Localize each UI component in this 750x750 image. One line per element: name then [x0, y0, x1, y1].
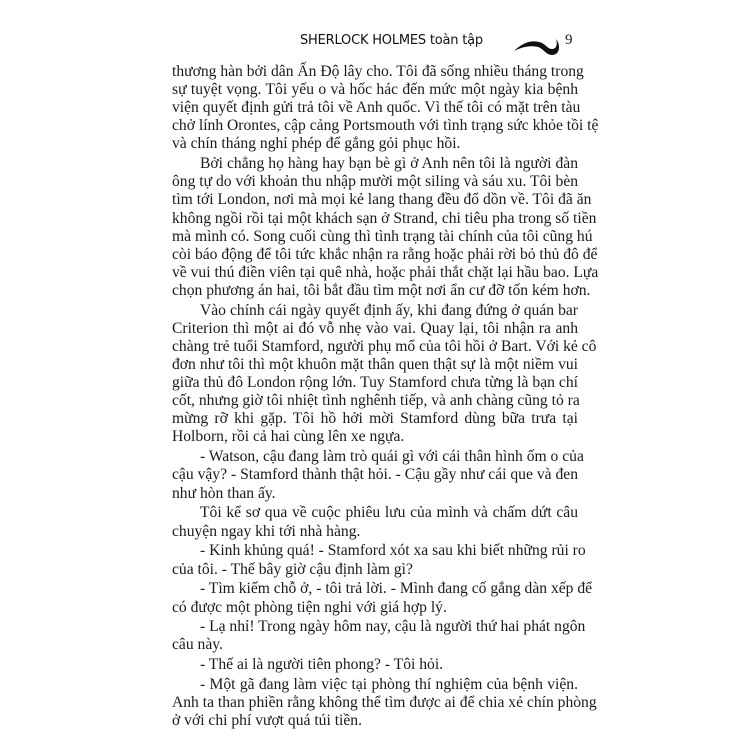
paragraph: [172, 656, 578, 674]
paragraph: [172, 618, 586, 654]
text-line: đơn như tôi thì một khuôn mặt thân quen thật sự là một niềm vui: [172, 356, 578, 374]
paragraph: [172, 580, 593, 616]
text-line: cốt, nhưng giờ tôi nhiệt tình nghênh tiếp, và anh chàng cũng tỏ ra: [172, 392, 580, 410]
text-line: tìm tới London, nơi mà mọi kẻ lang thang đều đổ dồn về. Tôi đã ăn: [172, 191, 592, 209]
text-line: - Lạ nhỉ! Trong ngày hôm nay, cậu là người thứ hai phát ngôn: [200, 618, 586, 636]
text-line: cậu vậy? - Stamford thành thật hỏi. - Cậu gầy như cái que và đen: [172, 466, 578, 484]
text-line: Holborn, rồi cả hai cùng lên xe ngựa.: [172, 428, 405, 446]
text-line: và chín tháng nghỉ phép để gắng gỏi phục hồi.: [172, 135, 461, 153]
text-line: - Thế ai là người tiên phong? - Tôi hỏi.: [200, 656, 444, 674]
text-line: còi báo động để tôi tức khắc nhận ra rằng hoặc phải rời bỏ thủ đô để: [172, 245, 598, 263]
text-line: thương hàn bởi dân Ấn Độ lây cho. Tôi đã sống nhiều tháng trong: [172, 63, 584, 80]
text-line: của tôi. - Thế bây giờ cậu định làm gì?: [172, 560, 413, 578]
text-line: chở lính Orontes, cập cảng Portsmouth với tình trạng sức khỏe tồi tệ: [172, 117, 599, 135]
paragraph: [172, 676, 597, 730]
text-line: chọn phương án hai, tôi bắt đầu tìm một nơi ẩn cư đỡ tốn kém hơn.: [172, 281, 591, 299]
paragraph: [172, 448, 584, 502]
text-line: - Tìm kiếm chỗ ở, - tôi trả lời. - Mình đang cố gắng dàn xếp để: [200, 580, 593, 598]
swoosh-ornament-icon: [512, 31, 562, 57]
body-text: [172, 63, 599, 731]
text-line: Anh ta than phiền rằng không thể tìm được ai để chia xẻ chín phòng: [172, 694, 597, 712]
text-line: mừng rỡ khi gặp. Tôi hồ hởi mời Stamford dùng bữa trưa tại: [172, 410, 578, 428]
text-line: chuyện ngay khi tới nhà hàng.: [172, 522, 361, 540]
text-line: có được một phòng tiện nghi với giá hợp lý.: [172, 598, 447, 616]
paragraph: [172, 63, 599, 153]
text-line: - Kinh khủng quá! - Stamford xót xa sau khi biết những rủi ro: [200, 542, 586, 560]
page-number: 9: [565, 32, 573, 48]
running-title: SHERLOCK HOLMES toàn tập: [300, 33, 483, 48]
page-header: [0, 33, 750, 57]
paragraph: [172, 542, 586, 578]
text-line: sự tuyệt vọng. Tôi yếu o và hốc hác đến mức một ngày kia bệnh: [172, 81, 578, 99]
text-line: như hòn than ấy.: [172, 484, 276, 502]
text-line: giữa thủ đô London rộng lớn. Tuy Stamford chưa từng là bạn chí: [172, 374, 578, 392]
text-line: câu này.: [172, 636, 223, 654]
text-line: chàng trẻ tuổi Stamford, người phụ mổ của tôi hồi ở Bart. Với kẻ cô: [172, 338, 597, 355]
text-line: viện quyết định gửi trả tôi về Anh quốc. Vì thế tôi có mặt trên tàu: [172, 99, 581, 117]
text-line: ông tự do với khoản thu nhập mười một siling và sáu xu. Tôi bèn: [172, 173, 579, 191]
paragraph: [172, 155, 599, 300]
paragraph: [172, 301, 597, 447]
text-line: - Watson, cậu đang làm trò quái gì với cái thân hình ốm o của: [200, 448, 584, 466]
paragraph: [172, 504, 578, 540]
text-line: không ngồi rồi tại một khách sạn ở Strand, chi tiêu pha trong số tiền: [172, 209, 597, 227]
text-line: Criterion thì một ai đó vỗ nhẹ vào vai. Quay lại, tôi nhận ra anh: [172, 319, 578, 337]
text-line: - Một gã đang làm việc tại phòng thí nghiệm của bệnh viện.: [200, 676, 578, 694]
text-line: Bởi chẳng họ hàng hay bạn bè gì ở Anh nên tôi là người đàn: [200, 155, 578, 173]
text-line: Tôi kể sơ qua về cuộc phiêu lưu của mình và chấm dứt câu: [200, 504, 578, 522]
text-line: về vui thú điền viên tại quê nhà, hoặc phải thắt chặt lại hầu bao. Lựa: [172, 263, 599, 281]
text-line: Vào chính cái ngày quyết định ấy, khi đang đứng ở quán bar: [200, 301, 578, 319]
text-line: mà mình có. Song cuối cùng thì tình trạng tài chính của tôi cũng hú: [172, 227, 593, 245]
text-line: ở với chi phí vượt quá túi tiền.: [172, 712, 362, 730]
